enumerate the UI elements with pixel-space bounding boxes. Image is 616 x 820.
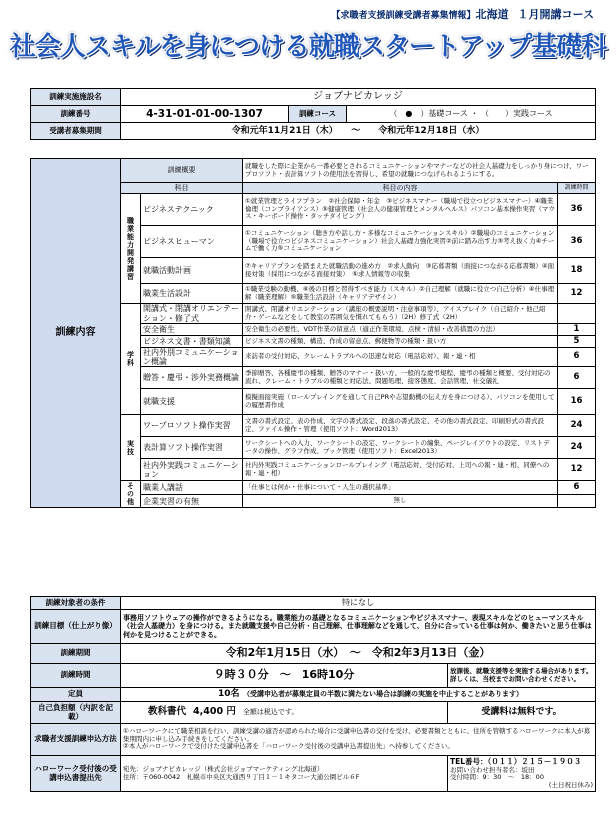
subject-content: 文書の書式設定、表の作成、文字の書式設定、段落の書式設定、その他の書式設定、印刷形式の書式設定、ファイル操作・管理（使用ソフト：Word2013） [243,415,558,437]
col-hours: 訓練時間 [557,183,595,194]
subject-content: 「仕事とは何か・仕事について・人生の選択基準」 [243,481,558,495]
subject-hours [557,304,595,324]
subject-hours: 6 [557,367,595,389]
training-section-label: 訓練内容 [31,159,121,508]
course-type-label: 訓練コース [289,106,347,123]
hours-end: 16時10分 [301,668,355,682]
eligibility-value: 特になし [121,597,596,610]
subject-name: 企業実習の有無 [141,494,243,508]
cost-free: 受講料は無料です。 [448,702,596,724]
subject-name: 就職支援 [141,389,243,415]
submit-contact: お問い合わせ担当者名：坂田 [450,765,535,774]
subject-hours: 24 [557,437,595,459]
goal-value: 事務用ソフトウェアの操作ができるようになる。職業能力の基礎となるコミュニケーションやビジネスマナー、表現スキルなどのヒューマンスキル（社会人基礎力）を身につける。また就職支援や自己分析・自己理解、仕事理解などを通して、自分に合っている仕事は何か、働きたいと思う仕事は何かを見つけることができる。 [121,610,596,644]
facility-name: ジョブナビカレッジ [121,89,596,106]
cost-label: 自己負担額（内訳を記載） [31,702,121,724]
subject-name: ビジネス文書・書類知識 [141,336,243,348]
recruit-period [121,123,596,140]
hours-tilde: 〜 [279,668,291,682]
subject-hours [557,494,595,508]
subject-name: 就職活動計画 [141,258,243,284]
cost-tax: 全額は税込です。 [242,708,299,717]
page-header [332,6,594,22]
subject-name: ビジネスヒューマン [141,226,243,258]
practical-text: 実践コース [513,109,553,119]
subject-content: ①職業受験の動機、⑥後の目標と習得すべき能力（スキル）②自己理解（就職に役立つ自己分析）④仕事理解（職業理解）⑤職業生活設計（キャリアデザイン） [243,284,558,304]
subject-hours: 1 [557,324,595,336]
apply-label: 求職者支援訓練申込方法 [31,724,121,756]
recruit-label: 受講者募集期間 [31,123,121,140]
submit-tel: TEL番号：（０１１）２１５－１９０３ [450,756,582,766]
subject-name: 開講式・閉講オリエンテーション・修了式 [141,304,243,324]
hours-label: 訓練時間 [31,664,121,688]
eligibility-label: 訓練対象者の条件 [31,597,121,610]
subject-hours: 12 [557,284,595,304]
header-category: 【求職者支援訓練受講者募集情報】 [331,11,476,21]
apply-line1: ①ハローワークにて職業相談を行い、訓練受講の適否が認められた場合に受講申込書の交付を受け、必要書類とともに、住所を管轄するハローワークに本人が募集期間内に申し込み手続きをしてください。 [123,727,591,743]
subject-content: 季節贈答、各種慶弔の種類、贈答のマナー・扱い方、一般的な慶弔規程、慶弔の種類と概要、受付対応の流れ、クレーム・トラブルの種類と対応法、問題処理、接客態度、会話管理、社交儀礼 [243,367,558,389]
subject-hours: 6 [557,348,595,367]
hours-note: 放課後、就職支援等を実施する場合があります。詳しくは、当校までお問い合わせください。 [448,664,596,688]
subject-name: 職業人講話 [141,481,243,495]
cost-detail [121,702,448,724]
subject-hours: 36 [557,194,595,226]
subject-name: 社内外別コミュニケーション概論 [141,348,243,367]
capacity [121,688,596,702]
submit-label: ハローワーク受付後の受講申込書提出先 [31,756,121,792]
summary-text: 就職をした際に企業から一番必要とされるコミュニケーションやマナーなどの社会人基礎力をしっかり身につけ、ワープロソフト・表計算ソフトの使用法を習得し、希望の就職につなげられるようにする。 [243,159,596,183]
submit-dest: 宛先：ジョブナビカレッジ（株式会社ジョブマーケティング北海道） [123,765,324,774]
training-hours [121,664,448,688]
apply-method [121,724,596,756]
subject-hours: 18 [557,258,595,284]
course-detail-table [30,596,596,792]
apply-line2: ②本人がハローワークで受付けた受講申込書を「ハローワーク受付後の受講申込書提出先」へ持参してください。 [123,742,454,751]
subject-name: ワープロソフト操作実習 [141,415,243,437]
course-no-label: 訓練番号 [31,106,121,123]
basic-mark: （ ● ） [389,109,429,119]
subject-name: 贈答・慶弔・渉外実務概論 [141,367,243,389]
subject-hours: 36 [557,226,595,258]
training-content-table [30,158,596,508]
submit-contact-block [448,756,596,792]
capacity-label: 定員 [31,688,121,702]
subject-content: ワークシートへの入力、ワークシートの設定、ワークシートの編集、ページレイアウトの設定、リストデータの操作、グラフ作成、ブック管理（使用ソフト：Excel2013） [243,437,558,459]
group2-label: 学科 [121,304,141,415]
subject-content: ①就業管理とライフプラン ②社会保障・年金 ③ビジネスマナー（職場で役立つビジネスマナー）④職業倫理（コンプライアンス）⑤健康管理（社会人の健康管理とメンタルヘルス）パソコン基本操作実習（マウス・キーボード操作・タッチタイピング） [243,194,558,226]
subject-content: ⑦キャリアプランを踏まえた就職活動の進め方 ②求人動向 ③応募書類（面接につながる応募書類）④面接対策（採用につながる面接対策） ⑤求人情報等の収集 [243,258,558,284]
subject-hours: 5 [557,336,595,348]
subject-name: 安全衛生 [141,324,243,336]
period-end: 令和2年3月13日（金） [371,646,491,660]
cost-amount: 4,400 円 [193,706,236,718]
page-title: 社会人スキルを身につける就職スタートアップ基礎科 [9,32,607,62]
subject-hours: 6 [557,481,595,495]
submit-address: 住所：〒060-0042 札幌市中央区大通西９丁目１－１キタコー大通公園ビル６F [123,772,360,781]
subject-name: 社内外実践コミュニケーション [141,459,243,481]
group1-label: 職業能力開発講習 [121,194,141,304]
course-no: 4-31-01-01-00-1307 [121,106,289,123]
recruit-tilde: 〜 [351,125,361,136]
submit-reception: 受付時間：9：30 〜 18：00 [450,773,544,782]
hours-start: ９時３０分 [213,668,269,682]
subject-name: ビジネステクニック [141,194,243,226]
subject-content: 無し [243,494,558,508]
recruit-end: 令和元年12月18日（水） [378,125,485,136]
subject-content: 安全衛生の必要性、VDT作業の留意点（適正作業環境、点検・清掃・改善措置の方法） [243,324,558,336]
col-subject: 科目 [121,183,243,194]
group3-label: 実技 [121,415,141,481]
header-region: 北海道 [475,8,509,21]
submit-holiday: (土日祝日休み) [548,780,593,789]
subject-content: ①コミュニケーション（聴き方や話し方・多様なコミュニケーションスキル）②職場のコミュニケーション（職場で役立つビジネスコミュニケーション）社会人基礎力強化実習②前に踏み出す力③考え抜く力④チームで働く力⑤コミュニケーション [243,226,558,258]
col-content: 科目の内容 [243,183,558,194]
training-period [121,644,596,664]
goal-label: 訓練目標（仕上がり像） [31,610,121,644]
period-start: 令和2年1月15日（水） [225,646,339,660]
capacity-value: 10名 [218,689,240,700]
subject-hours: 24 [557,415,595,437]
subject-content: 来訪者の受付対応、クレームトラブルへの迅速な対応（電話応対）、報・連・相 [243,348,558,367]
capacity-note: （受講申込者が募集定員の半数に満たない場合は訓練の実施を中止することがあります） [246,690,524,699]
subject-name: 職業生活設計 [141,284,243,304]
subject-hours: 16 [557,389,595,415]
period-label: 訓練期間 [31,644,121,664]
subject-content: 模擬面接実施（ロールプレイングを通して自己PRや志望動機の伝え方を身につける）、パソコンを使用しての履歴書作成 [243,389,558,415]
subject-content: ビジネス文書の種類、構造、作成の留意点、郵便物等の種類・扱い方 [243,336,558,348]
course-info-table [30,88,596,140]
subject-content: 社内外実践コミュニケーションロールプレイング（電話応対、受付応対、上司への報・連・相、同僚への報・連・相） [243,459,558,481]
recruit-start: 令和元年11月21日（木） [231,125,334,136]
practical-mark: （ ） [481,109,514,119]
facility-label: 訓練実施施設名 [31,89,121,106]
subject-hours: 12 [557,459,595,481]
course-sep: ・ [470,109,479,119]
cost-item: 教科書代 [148,706,187,718]
header-month: １月開講コース [517,8,594,21]
subject-content: 開講式、閉講オリエンテーション（講座の概要説明・注意事項等）、アイスブレイク（自己紹介・他己紹介・ゲームなどをして教室の雰囲気を慣れてもらう）（2H）修了式（2H） [243,304,558,324]
period-tilde: 〜 [349,646,361,660]
course-type [347,106,596,123]
group4-label: その他 [121,481,141,508]
summary-label: 訓練概要 [121,159,243,183]
submit-dest-block [121,756,448,792]
subject-name: 表計算ソフト操作実習 [141,437,243,459]
basic-text: 基礎コース [428,109,468,119]
